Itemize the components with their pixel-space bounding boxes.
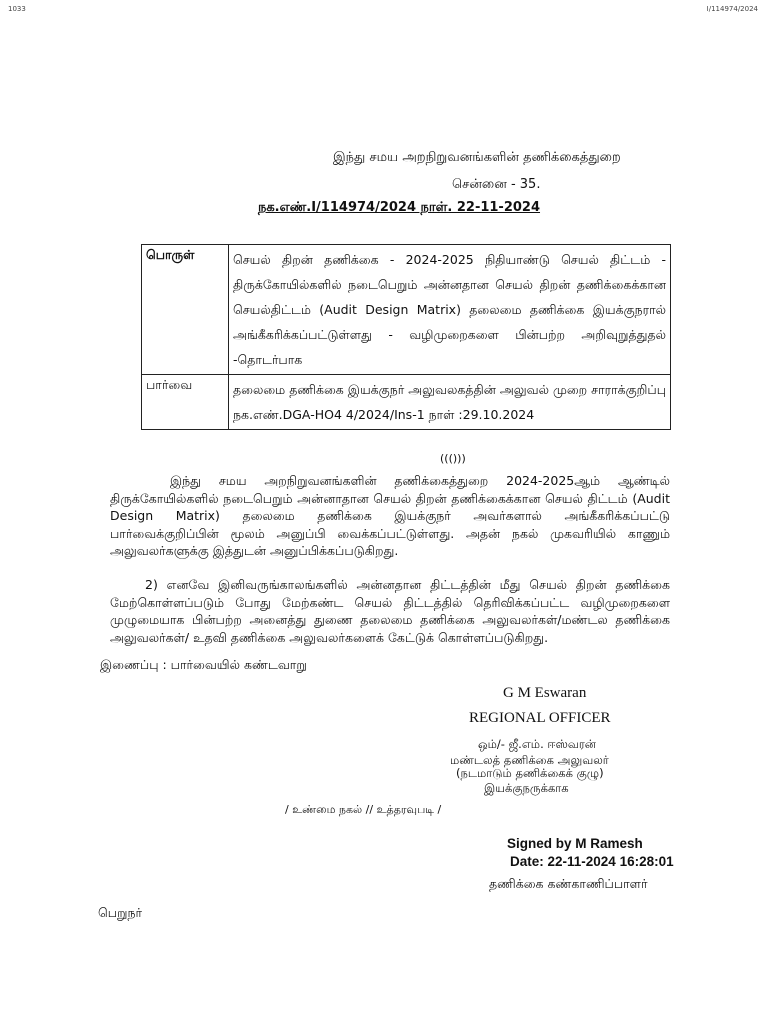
tamil-title-line-2: (நடமாடும் தணிக்கைக் குழு)	[456, 766, 604, 780]
reference-label: பார்வை	[142, 375, 229, 430]
reference-row	[142, 375, 671, 430]
signatory-name: G M Eswaran	[503, 685, 587, 701]
digital-signed-by: Signed by M Ramesh	[507, 836, 643, 851]
digital-signed-date: Date: 22-11-2024 16:28:01	[510, 854, 674, 869]
recipient-label: பெறுநர்	[98, 905, 143, 920]
reference-value: தலைமை தணிக்கை இயக்குநர் அலுவலகத்தின் அலுவல் முறை சாராக்குறிப்பு நக.எண்.DGA-HO4 4/2024/Ins-1 நாள் :29.10.2024	[229, 375, 671, 430]
section-separator: ((()))	[440, 452, 466, 465]
true-copy-line: / உண்மை நகல் // உத்தரவுபடி /	[285, 803, 442, 816]
body-paragraph-2: 2) எனவே இனிவருங்காலங்களில் அன்னதான திட்டத்தின் மீது செயல் திறன் தணிக்கை மேற்கொள்ளப்படும் போது மேற்கண்ட செயல் திட்டத்தில் தெரிவிக்கப்பட்ட வழிமுறைகளை முழுமையாக பின்பற்ற அனைத்து துணை தலைமை தணிக்கை அலுவலர்கள்/மண்டல தணிக்கை அலுவலர்கள்/ உதவி தணிக்கை அலுவலர்களைக் கேட்டுக் கொள்ளப்படுகிறது.	[110, 577, 670, 645]
subject-row	[142, 245, 671, 375]
page-number: 1033	[8, 5, 26, 13]
tamil-title-line-3: இயக்குநருக்காக	[484, 781, 569, 795]
tamil-title-line-1: மண்டலத் தணிக்கை அலுவலர்	[450, 753, 609, 767]
subject-table	[141, 244, 671, 430]
tamil-signed-name: ஒம்/- ஜீ.எம். ஈஸ்வரன்	[478, 737, 596, 751]
signatory-title: REGIONAL OFFICER	[469, 710, 611, 726]
subject-label: பொருள்	[142, 245, 229, 375]
supervisor-title: தணிக்கை கண்காணிப்பாளர்	[489, 876, 648, 891]
page-reference: I/114974/2024	[706, 5, 758, 13]
city-line: சென்னை - 35.	[452, 177, 541, 192]
department-heading: இந்து சமய அறநிறுவனங்களின் தணிக்கைத்துறை	[333, 150, 621, 165]
reference-number-line: நக.எண்.I/114974/2024 நாள். 22-11-2024	[258, 200, 541, 215]
subject-value: செயல் திறன் தணிக்கை - 2024-2025 நிதியாண்டு செயல் திட்டம் - திருக்கோயில்களில் நடைபெறும் அன்னதான செயல் திறன் தணிக்கைக்கான செயல்திட்டம் (Audit Design Matrix) தலைமை தணிக்கை இயக்குநரால் அங்கீகரிக்கப்பட்டுள்ளது - வழிமுறைகளை பின்பற்ற அறிவுறுத்துதல் -தொடர்பாக	[229, 245, 671, 375]
body-paragraph-1: இந்து சமய அறநிறுவனங்களின் தணிக்கைத்துறை 2024-2025ஆம் ஆண்டில் திருக்கோயில்களில் நடைபெறும் அன்னாதான செயல் திறன் தணிக்கைக்கான செயல் திட்டம் (Audit Design Matrix) தலைமை தணிக்கை இயக்குநர் அவர்களால் அங்கீகரிக்கப்பட்டு பார்வைக்குறிப்பின் மூலம் அனுப்பி வைக்கப்பட்டுள்ளது. அதன் நகல் முகவரியில் காணும் அலுவலர்களுக்கு இத்துடன் அனுப்பிக்கப்படுகிறது.	[110, 473, 670, 558]
enclosure-line: இணைப்பு : பார்வையில் கண்டவாறு	[100, 657, 307, 672]
